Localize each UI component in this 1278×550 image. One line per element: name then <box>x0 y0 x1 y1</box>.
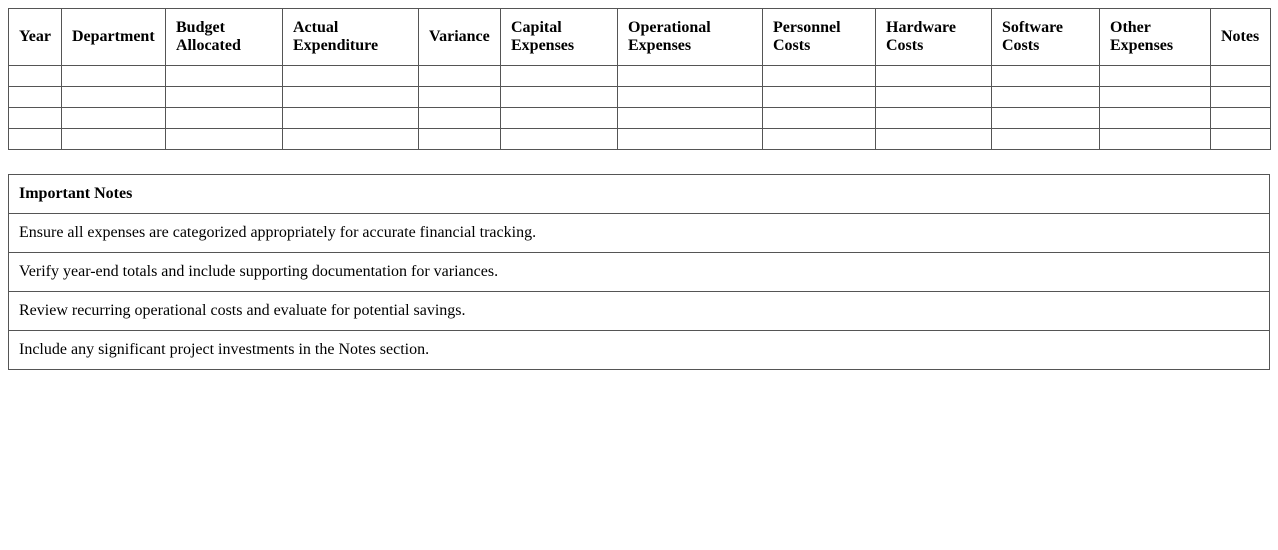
table-row <box>9 108 1271 129</box>
table-cell[interactable] <box>876 87 992 108</box>
note-item: Include any significant project investments in the Notes section. <box>9 331 1270 370</box>
table-cell[interactable] <box>1100 108 1211 129</box>
table-cell[interactable] <box>1211 129 1271 150</box>
table-cell[interactable] <box>876 129 992 150</box>
important-notes-table <box>8 174 1270 370</box>
table-cell[interactable] <box>1211 66 1271 87</box>
table-cell[interactable] <box>419 129 501 150</box>
table-cell[interactable] <box>62 129 166 150</box>
table-cell[interactable] <box>618 129 763 150</box>
table-cell[interactable] <box>1211 87 1271 108</box>
column-header-budget-allocated: Budget Allocated <box>166 9 283 66</box>
table-cell[interactable] <box>763 108 876 129</box>
note-row <box>9 331 1270 370</box>
table-cell[interactable] <box>9 66 62 87</box>
budget-table <box>8 8 1271 150</box>
table-cell[interactable] <box>1211 108 1271 129</box>
column-header-operational-expenses: Operational Expenses <box>618 9 763 66</box>
table-cell[interactable] <box>283 129 419 150</box>
table-row <box>9 66 1271 87</box>
table-cell[interactable] <box>501 66 618 87</box>
table-cell[interactable] <box>618 108 763 129</box>
table-cell[interactable] <box>763 87 876 108</box>
table-cell[interactable] <box>992 129 1100 150</box>
table-cell[interactable] <box>501 87 618 108</box>
note-row <box>9 253 1270 292</box>
table-cell[interactable] <box>166 87 283 108</box>
column-header-year: Year <box>9 9 62 66</box>
table-cell[interactable] <box>876 108 992 129</box>
note-row <box>9 214 1270 253</box>
column-header-capital-expenses: Capital Expenses <box>501 9 618 66</box>
column-header-department: Department <box>62 9 166 66</box>
table-cell[interactable] <box>992 108 1100 129</box>
table-cell[interactable] <box>166 108 283 129</box>
table-cell[interactable] <box>9 108 62 129</box>
table-cell[interactable] <box>9 87 62 108</box>
table-cell[interactable] <box>166 129 283 150</box>
table-cell[interactable] <box>618 66 763 87</box>
notes-title: Important Notes <box>9 175 1270 214</box>
note-row <box>9 292 1270 331</box>
column-header-variance: Variance <box>419 9 501 66</box>
header-row <box>9 9 1271 66</box>
table-cell[interactable] <box>62 87 166 108</box>
note-item: Verify year-end totals and include supporting documentation for variances. <box>9 253 1270 292</box>
table-cell[interactable] <box>9 129 62 150</box>
column-header-hardware-costs: Hardware Costs <box>876 9 992 66</box>
table-cell[interactable] <box>419 87 501 108</box>
column-header-personnel-costs: Personnel Costs <box>763 9 876 66</box>
table-row <box>9 129 1271 150</box>
table-cell[interactable] <box>166 66 283 87</box>
notes-header-row <box>9 175 1270 214</box>
table-cell[interactable] <box>992 87 1100 108</box>
table-cell[interactable] <box>283 108 419 129</box>
table-cell[interactable] <box>62 108 166 129</box>
column-header-other-expenses: Other Expenses <box>1100 9 1211 66</box>
column-header-software-costs: Software Costs <box>992 9 1100 66</box>
note-item: Review recurring operational costs and evaluate for potential savings. <box>9 292 1270 331</box>
table-cell[interactable] <box>501 129 618 150</box>
table-cell[interactable] <box>1100 87 1211 108</box>
table-cell[interactable] <box>763 66 876 87</box>
table-cell[interactable] <box>419 66 501 87</box>
table-cell[interactable] <box>419 108 501 129</box>
note-item: Ensure all expenses are categorized appropriately for accurate financial tracking. <box>9 214 1270 253</box>
column-header-actual-expenditure: Actual Expenditure <box>283 9 419 66</box>
table-row <box>9 87 1271 108</box>
table-cell[interactable] <box>618 87 763 108</box>
table-cell[interactable] <box>283 66 419 87</box>
column-header-notes: Notes <box>1211 9 1271 66</box>
table-cell[interactable] <box>501 108 618 129</box>
table-cell[interactable] <box>876 66 992 87</box>
table-cell[interactable] <box>1100 66 1211 87</box>
table-cell[interactable] <box>283 87 419 108</box>
table-cell[interactable] <box>763 129 876 150</box>
table-cell[interactable] <box>62 66 166 87</box>
table-cell[interactable] <box>1100 129 1211 150</box>
table-cell[interactable] <box>992 66 1100 87</box>
